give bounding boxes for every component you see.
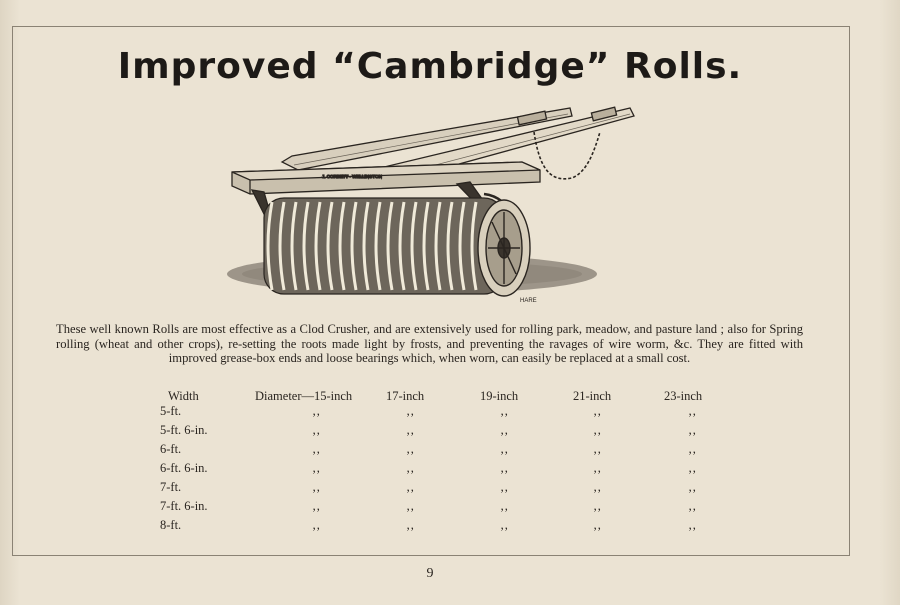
table-header-21-inch: 21-inch (573, 389, 612, 403)
table-cell: ‚‚ (593, 480, 602, 494)
table-header-15-inch: Diameter—15-inch (255, 389, 353, 403)
table-cell: ‚‚ (688, 404, 697, 418)
table-cell: ‚‚ (406, 461, 415, 475)
table-cell: ‚‚ (688, 461, 697, 475)
table-cell: ‚‚ (593, 499, 602, 513)
table-row-width: 7-ft. 6-in. (160, 499, 208, 513)
table-cell: ‚‚ (593, 442, 602, 456)
table-header-23-inch: 23-inch (664, 389, 703, 403)
engraver-signature: HARE (520, 298, 537, 304)
table-cell: ‚‚ (406, 404, 415, 418)
table-cell: ‚‚ (406, 442, 415, 456)
table-row-width: 5-ft. (160, 404, 182, 418)
table-cell: ‚‚ (312, 480, 321, 494)
table-row-width: 7-ft. (160, 480, 182, 494)
cambridge-roll-illustration (222, 102, 642, 312)
page-title: Improved “Cambridge” Rolls. (117, 46, 743, 87)
table-cell: ‚‚ (312, 423, 321, 437)
table-cell: ‚‚ (406, 423, 415, 437)
table-cell: ‚‚ (688, 499, 697, 513)
table-cell: ‚‚ (688, 518, 697, 532)
table-cell: ‚‚ (500, 499, 509, 513)
roller-rings (264, 198, 504, 294)
table-cell: ‚‚ (593, 404, 602, 418)
end-wheel (478, 200, 530, 296)
table-row-width: 6-ft. 6-in. (160, 461, 208, 475)
table-row-width: 8-ft. (160, 518, 182, 532)
table-row-width: 6-ft. (160, 442, 182, 456)
table-cell: ‚‚ (500, 442, 509, 456)
table-cell: ‚‚ (312, 499, 321, 513)
table-cell: ‚‚ (312, 461, 321, 475)
table-cell: ‚‚ (500, 480, 509, 494)
table-header-17-inch: 17-inch (386, 389, 425, 403)
beam-inscription: J. CORBETT · WELLINGTON (322, 174, 382, 179)
table-cell: ‚‚ (593, 518, 602, 532)
table-cell: ‚‚ (500, 461, 509, 475)
table-cell: ‚‚ (593, 423, 602, 437)
table-cell: ‚‚ (688, 442, 697, 456)
page-number: 9 (426, 566, 434, 581)
table-cell: ‚‚ (688, 423, 697, 437)
table-cell: ‚‚ (688, 480, 697, 494)
table-cell: ‚‚ (406, 480, 415, 494)
table-cell: ‚‚ (312, 404, 321, 418)
table-cell: ‚‚ (406, 518, 415, 532)
price-table (0, 389, 900, 539)
table-cell: ‚‚ (593, 461, 602, 475)
table-cell: ‚‚ (500, 404, 509, 418)
table-cell: ‚‚ (406, 499, 415, 513)
table-cell: ‚‚ (500, 423, 509, 437)
table-cell: ‚‚ (312, 518, 321, 532)
table-header-width: Width (168, 389, 199, 403)
product-description: These well known Rolls are most effective as a Clod Crusher, and are extensively used for rolling park, meadow, and pasture land ; also for Spring rolling (wheat and other crops), re-setting the roots made light by frosts, and preventing the ravages of wire worm, &c. They are fitted with improved grease-box ends and loose bearings which, when worn, can easily be replaced at a small cost. (56, 322, 803, 365)
table-cell: ‚‚ (312, 442, 321, 456)
table-cell: ‚‚ (500, 518, 509, 532)
table-header-19-inch: 19-inch (480, 389, 519, 403)
table-row-width: 5-ft. 6-in. (160, 423, 208, 437)
